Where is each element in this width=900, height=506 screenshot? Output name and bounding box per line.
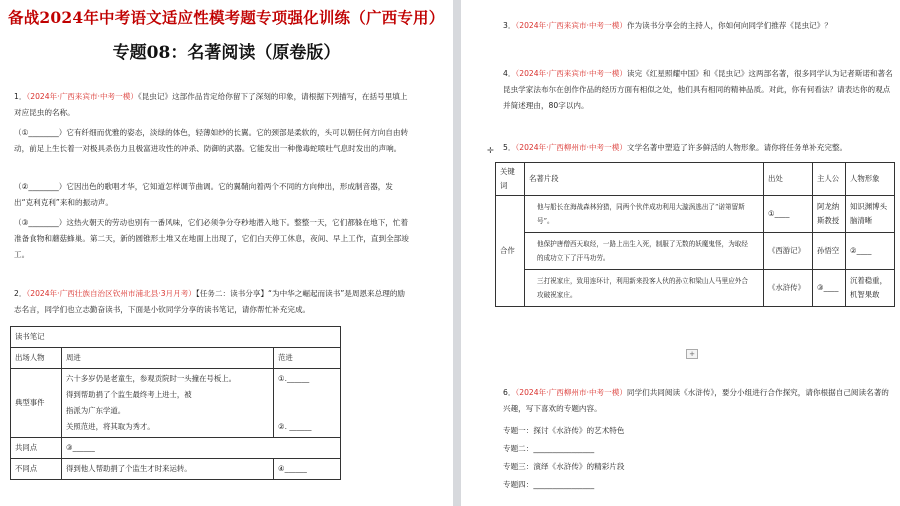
table-header-cell: 人物形象: [846, 163, 895, 196]
answer-blank: ③____: [813, 270, 846, 307]
question-text: 文学名著中塑造了许多鲜活的人物形象。请你将任务单补充完整。: [626, 143, 848, 152]
answer-blank: ④______: [274, 459, 341, 480]
question-source: （2024年·广西来宾市·中考一模）: [515, 21, 627, 30]
table-cell: 沉着稳重，机智果敢: [846, 270, 895, 307]
table-header-cell: 主人公: [813, 163, 846, 196]
answer-blank: ③______: [62, 438, 341, 459]
question-2-intro: [14, 286, 409, 318]
question-source: （2024年·广西来宾市·中考一模）: [515, 69, 627, 78]
character-task-table: [495, 162, 895, 307]
table-header-cell: 周进: [62, 348, 274, 369]
table-cell: [274, 369, 341, 438]
table-cell-line: 指派为广东学道。: [66, 406, 126, 415]
reading-notes-table: [10, 326, 341, 480]
question-source: （2024年·广西柳州市·中考一模）: [515, 143, 627, 152]
question-1-item-3: （③________）这热火朝天的劳动也别有一番风味，它们必须争分夺秒地潜入地下。整整一天，它们都躲在地下，忙着准备食物和蘑菇蜂巢。第二天，新的圆锥形土堆又在地面上出现了，它们白天停工休息，夜间、早上工作，直到全部竣工。: [14, 218, 409, 259]
question-source: （2024年·广西壮族自治区钦州市浦北县·3月月考）: [26, 289, 196, 298]
topic-list: [503, 423, 893, 493]
question-source: （2024年·广西柳州市·中考一模）: [515, 388, 627, 397]
table-cell: 得到他人帮助捐了个监生才时来运转。: [62, 459, 274, 480]
table-cell: 阿龙纳斯教授: [813, 196, 846, 233]
table-cell: [62, 369, 274, 438]
table-cell-line: 关照范进，将其取为秀才。: [66, 422, 155, 431]
table-add-row-icon[interactable]: +: [686, 349, 698, 359]
question-4: [503, 66, 893, 114]
question-1-item-1: （①________）它有纤细而优雅的姿态，淡绿的体色，轻薄如纱的长翼。它的颈部是柔软的，头可以朝任何方向自由转动，前足上生长着一对极具杀伤力且极富进攻性的冲杀、防御的武器。它能发出一种像毒蛇喷吐气息时发出的声响。: [14, 128, 409, 153]
question-text: 读完《红星照耀中国》和《昆虫记》这两部名著，很多同学认为记者斯诺和著名昆虫学家法布尔在创作作品的经历方面有相似之处，他们具有相同的精神品质。对此，你有何看法？请表达你的观点并简述理由，80字以内。: [503, 69, 893, 110]
table-cell: 他保护唐僧西天取经，一路上出生入死，制服了无数的妖魔鬼怪，为取经的成功立下了汗马功劳。: [525, 233, 764, 270]
table-move-handle-icon[interactable]: ✛: [487, 146, 494, 155]
topic-item: 专题二：________________: [503, 444, 595, 453]
table-row-label: 不同点: [11, 459, 62, 480]
question-text: 【任务二：读书分享】“为中华之崛起而读书”是周恩来总理的励志名言，同学们也立志勤奋读书，下面是小钦同学分享的读书笔记，请你帮忙补充完成。: [14, 289, 406, 314]
question-3: [503, 18, 893, 34]
table-header-cell: 关键词: [496, 163, 525, 196]
table-header-cell: 出处: [764, 163, 813, 196]
question-text: 作为读书分享会的主持人，你如何向同学们推荐《昆虫记》？: [626, 21, 832, 30]
answer-blank: ①.______: [278, 374, 310, 383]
document-page-right: [461, 0, 900, 506]
table-header-cell: 名著片段: [525, 163, 764, 196]
question-number: 2．: [14, 289, 27, 298]
table-cell: 《水浒传》: [764, 270, 813, 307]
question-5: [503, 140, 893, 156]
table-cell-line: 得到帮助捐了个监生最终考上进士，被: [66, 390, 192, 399]
table-header-cell: 出场人物: [11, 348, 62, 369]
table-cell: 他与船长在海战森林狩猎，同两个伙伴成功利用大漩涡逃出了“诺第留斯号”。: [525, 196, 764, 233]
topic-item: 专题一：探讨《水浒传》的艺术特色: [503, 426, 625, 435]
question-number: 3．: [503, 21, 516, 30]
table-row-label: 合作: [496, 196, 525, 307]
table-row-label: 共同点: [11, 438, 62, 459]
question-number: 1．: [14, 92, 27, 101]
question-number: 4．: [503, 69, 516, 78]
table-header-cell: 范进: [274, 348, 341, 369]
table-cell-line: 六十多岁仍是老童生，参观贡院时一头撞在号板上。: [66, 374, 236, 383]
question-text: 《昆虫记》这部作品肯定给你留下了深刻的印象，请根据下列描写，在括号里填上对应昆虫的名称。: [14, 92, 408, 117]
question-number: 6．: [503, 388, 516, 397]
answer-blank: ②. ______: [278, 422, 312, 431]
question-source: （2024年·广西来宾市·中考一模）: [26, 92, 138, 101]
table-cell: 孙悟空: [813, 233, 846, 270]
question-number: 5．: [503, 143, 516, 152]
topic-item: 专题三：演绎《水浒传》的精彩片段: [503, 462, 625, 471]
document-header: 备战2024年中考语文适应性模考题专项强化训练（广西专用）: [8, 8, 445, 27]
table-row-label: 典型事件: [11, 369, 62, 438]
topic-item: 专题四：________________: [503, 480, 595, 489]
question-1-intro: [14, 89, 409, 121]
answer-blank: ①____: [764, 196, 813, 233]
table-cell: 三打祝家庄，致用连环计，利用新来投客人伙的孙立和梁山人马里应外合攻破祝家庄。: [525, 270, 764, 307]
question-6: [503, 385, 893, 417]
table-cell: 《西游记》: [764, 233, 813, 270]
question-text: 同学们共同阅读《水浒传》，要分小组进行合作探究，请你根据自己阅读名著的兴趣，写下喜欢的专题内容。: [503, 388, 889, 413]
table-cell: 知识渊博头脑清晰: [846, 196, 895, 233]
answer-blank: ②____: [846, 233, 895, 270]
question-1-item-2: （②________）它因出色的歌唱才华，它知道怎样调节曲调。它的翼鞘向着两个不同的方向伸出，形成制音器，发出“克利克利”来和的振动声。: [14, 182, 393, 207]
page-title: 专题08：名著阅读（原卷版）: [112, 43, 341, 63]
table-caption: 读书笔记: [11, 327, 341, 348]
